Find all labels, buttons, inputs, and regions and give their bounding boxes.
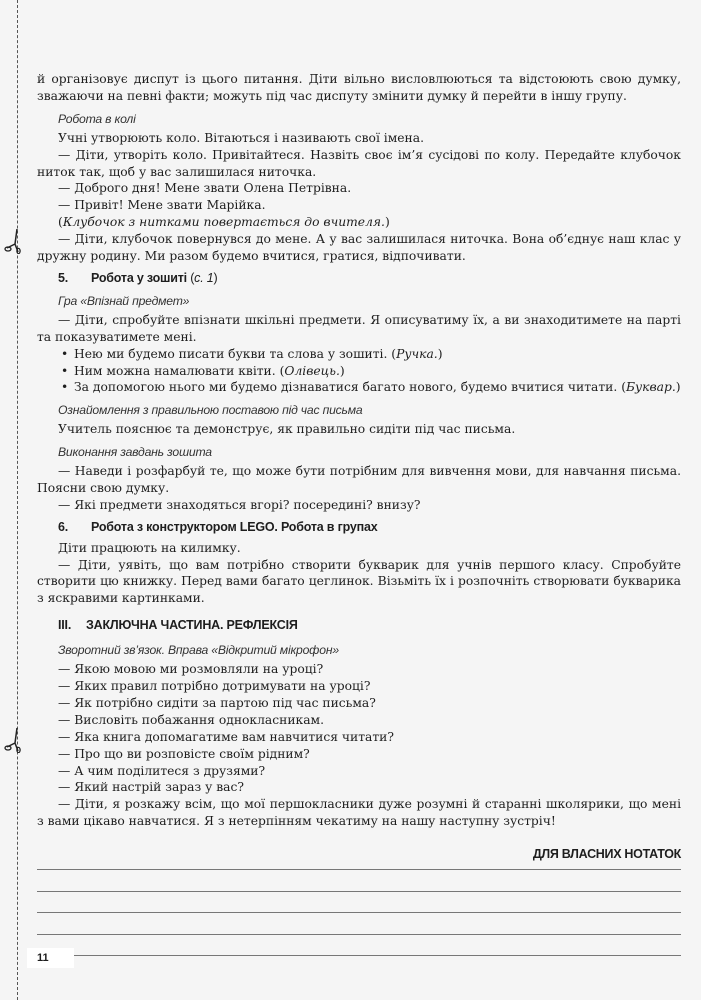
riddle-answer: Ручка. [396,346,438,361]
riddle-list [37,346,681,397]
riddle-text: Нею ми будемо писати букви та слова у зошиті. [74,346,388,361]
dialogue-line: — Які предмети знаходяться вгорі? посередині? внизу? [58,497,421,512]
stage-direction: (Клубочок з нитками повертається до вчителя.) [58,215,390,230]
dialogue-line: — Привіт! Мене звати Марійка. [58,198,266,213]
section-number: 6. [58,519,69,534]
section-number: III. [58,618,72,633]
section-number: 5. [58,270,69,285]
paragraph: Діти працюють на килимку. [58,540,241,555]
stage-direction-text: Клубочок з нитками повертається до вчителя. [62,215,385,230]
subheading-posture: Ознайомлення з правильною поставою під час письма [58,403,363,418]
subheading-tasks: Виконання завдань зошита [58,445,212,460]
question-item: — Яка книга допомагатиме вам навчитися читати? [58,729,394,744]
question-item: — Як потрібно сидіти за партою під час письма? [58,695,376,710]
section-heading-3 [58,617,681,634]
paragraph: Учні утворюють коло. Вітаються і називають свої імена. [58,130,424,145]
cut-line [17,0,18,1000]
riddle-answer: Буквар. [626,380,676,395]
dialogue-line: — Доброго дня! Мене звати Олена Петрівна. [58,181,352,196]
riddle-answer: Олівець. [284,363,340,378]
notes-title: ДЛЯ ВЛАСНИХ НОТАТОК [532,847,681,862]
dialogue-line: — Діти, уявіть, що вам потрібно створити букварик для учнів першого класу. Спробуйте створити цю книжку. Перед вами багато цеглинок. Візьміть їх і розпочніть створювати букварика з яскравими картинками. [37,557,681,606]
list-item: • За допомогою нього ми будемо дізнаватися багато нового, будемо вчитися читати. (Буквар.) [61,379,681,396]
notes-line[interactable] [37,912,681,913]
section-title: Робота у зошиті [91,270,187,285]
subheading-feedback: Зворотний зв’язок. Вправа «Відкритий мікрофон» [58,643,339,658]
riddle-text: Ним можна намалювати квіти. [74,363,276,378]
question-item: — Висловіть побажання однокласникам. [58,712,325,727]
list-item: • Ним можна намалювати квіти. (Олівець.) [61,363,681,380]
question-item: — Яких правил потрібно дотримувати на уроці? [58,679,371,693]
dialogue-line: — Діти, спробуйте впізнати шкільні предмети. Я описуватиму їх, а ви знаходитимете на парті та показуватимете мені. [37,312,681,344]
page-content [37,71,681,956]
section-title: ЗАКЛЮЧНА ЧАСТИНА. РЕФЛЕКСІЯ [86,618,298,633]
dialogue-line: — Діти, утворіть коло. Привітайтеся. Назвіть своє ім’я сусідові по колу. Передайте клубочок ниток так, щоб у вас залишилася ниточка. [37,147,681,179]
scissors-icon [4,727,24,753]
notes-line[interactable] [37,869,681,870]
intro-paragraph: й організовує диспут із цього питання. Діти вільно висловлюються та відстоюють свою думку, зважаючи на певні факти; можуть під час диспуту змінити думку й перейти в іншу групу. [37,72,681,103]
paragraph: Учитель пояснює та демонструє, як правильно сидіти під час письма. [58,422,516,437]
section-heading-6 [58,519,681,536]
question-item: — Який настрій зараз у вас? [58,780,244,795]
subheading-circle: Робота в колі [58,111,136,126]
notes-line[interactable] [37,891,681,892]
list-item: • Нею ми будемо писати букви та слова у зошиті. (Ручка.) [61,346,681,363]
section-heading-5 [58,270,681,287]
question-list [37,661,681,796]
scissors-icon [4,228,24,254]
subheading-game: Гра «Впізнай предмет» [58,293,190,308]
page-reference-text: с. 1 [194,270,214,285]
notes-line[interactable] [37,934,681,935]
section-title: Робота з конструктором LEGO. Робота в групах [91,519,378,534]
closing-line: — Діти, я розкажу всім, що мої першокласники дуже розумні й старанні школярики, що мені з вами цікаво навчатися. Я з нетерпінням чекатиму на нашу наступну зустріч! [37,797,681,829]
page-number: 11 [27,948,74,968]
question-item: — А чим поділитеся з друзями? [58,763,266,778]
page-reference: (с. 1) [190,270,218,285]
question-item: — Якою мовою ми розмовляли на уроці? [58,662,324,677]
dialogue-line: — Діти, клубочок повернувся до мене. А у вас залишилася ниточка. Вона об’єднує наш клас у дружну родину. Ми разом будемо вчитися, гратися, відпочивати. [37,232,681,264]
dialogue-line: — Наведи і розфарбуй те, що може бути потрібним для вивчення мови, для навчання письма. Поясни свою думку. [37,464,681,495]
notes-line[interactable] [37,955,681,956]
question-item: — Про що ви розповісте своїм рідним? [58,746,310,761]
riddle-text: За допомогою нього ми будемо дізнаватися багато нового, будемо вчитися читати. [74,380,618,395]
